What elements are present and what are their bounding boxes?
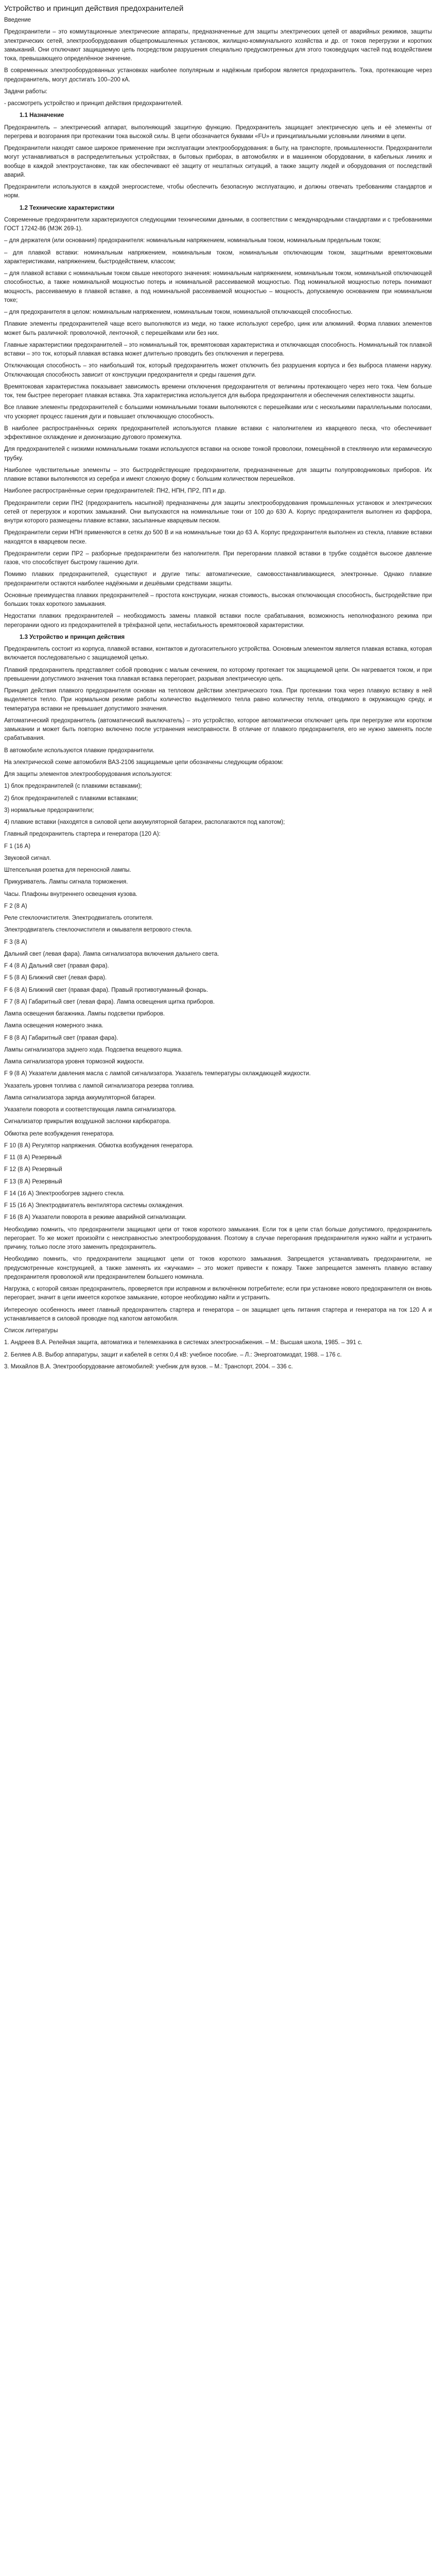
paragraph: Предохранители серии ПН2 (предохранитель насыпной) предназначены для защиты электрооборудования промышленных установок и электрических сетей от перегрузок и коротких замыканий. Они выпускаются на номинальные токи от 100 до 630 А. Корпус предохранителя выполнен из фарфора, внутри которого размещены плавкие вставки, засыпанные кварцевым песком. [4,500,432,524]
paragraph: Принцип действия плавкого предохранителя основан на тепловом действии электрического тока. При протекании тока через плавкую вставку в ней выделяется тепло. При нормальном режиме работы количество выделяемого тепла равно количеству тепла, отводимого в окружающую среду, и температура вставки не превышает допустимого значения. [4,688,432,712]
paragraph: Для предохранителей с низкими номинальными токами используются вставки на основе тонкой проволоки, помещённой в стеклянную или керамическую трубку. [4,446,432,462]
paragraph: Наиболее чувствительные элементы – это быстродействующие предохранители, предназначенные для защиты полупроводниковых приборов. Их плавкие вставки выполняются из серебра и имеют сложную форму с большим количеством перешейков. [4,467,432,482]
paragraph: Предохранители используются в каждой энергосистеме, чтобы обеспечить безопасную эксплуатацию, и должны отвечать требованиям стандартов и норм. [4,184,432,199]
paragraph: Недостатки плавких предохранителей – необходимость замены плавкой вставки после срабатывания, возможность неполнофазного режима при перегорании одного из предохранителей в трёхфазной цепи, нестабильность времятоковой характеристики. [4,613,432,629]
paragraph: Для защиты элементов электрооборудования используются: [4,771,172,777]
paragraph: 2) блок предохранителей с плавкими вставками; [4,795,138,802]
paragraph: Необходимо помнить, что предохранители защищают цепи от токов короткого замыкания. Запрещается устанавливать предохранители, не предусмотренные конструкцией, а также заменять их «жучками» – это может привести к пожару. Также запрещается заменять плавкую вставку предохранителя проволокой или предохранителем большего номинала. [4,1256,432,1280]
paragraph: Плавкие элементы предохранителей чаще всего выполняются из меди, но также используют серебро, цинк или алюминий. Форма плавких элементов может быть различной: проволочной, ленточной, с перешейками или без них. [4,321,432,336]
vaz-intro: На электрической схеме автомобиля ВАЗ-2106 защищаемые цепи обозначены следующим образом: [4,759,284,766]
paragraph: F 3 (8 А) [4,939,27,945]
references-heading: Список литературы [4,1328,58,1334]
paragraph: Прикуриватель. Лампы сигнала торможения. [4,879,128,886]
paragraph: Лампа освещения багажника. Лампы подсветки приборов. [4,1011,165,1017]
paragraph: Предохранитель – электрический аппарат, выполняющий защитную функцию. Предохранитель защищает электрическую цепь и её элементы от перегрева и возгорания при протекании тока высокой силы. В цепи обозначается буквами «FU» и принципиальными условными линиями в цепи. [4,124,432,140]
vaz-protection-list [4,770,432,827]
section-heading-purpose: 1.1 Назначение [20,112,64,119]
paragraph: Лампа сигнализатора заряда аккумуляторной батареи. [4,1094,156,1101]
paragraph: F 10 (8 А) Регулятор напряжения. Обмотка возбуждения генератора. [4,1142,194,1149]
section-design [4,645,432,755]
paragraph: 3) нормальные предохранители; [4,807,94,814]
references-list [4,1338,432,1371]
paragraph: F 13 (8 А) Резервный [4,1178,62,1185]
paragraph: Основные преимущества плавких предохранителей – простота конструкции, низкая стоимость, высокая отключающая способность, быстродействие при больших токах короткого замыкания. [4,592,432,607]
paragraph: Штепсельная розетка для переносной лампы. [4,867,131,873]
paragraph: Все плавкие элементы предохранителей с большими номинальными токами выполняются с перешейками или с несколькими параллельными полосами, что ускоряет процесс гашения дуги и повышает отключающую способность. [4,404,432,420]
section-purpose [4,124,432,201]
paragraph: Автоматический предохранитель (автоматический выключатель) – это устройство, которое автоматически отключает цепь при перегрузке или коротком замыкании и может быть повторно включено после устранения неисправности. В отличие от плавкого предохранителя, его не нужно заменять после срабатывания. [4,717,432,742]
paragraph: Сигнализатор прикрытия воздушной заслонки карбюратора. [4,1118,171,1125]
paragraph: Предохранители серии ПР2 – разборные предохранители без наполнителя. При перегорании плавкой вставки в трубке создаётся высокое давление газов, что способствует быстрому гашению дуги. [4,550,432,566]
paragraph: F 15 (16 А) Электродвигатель вентилятора системы охлаждения. [4,1202,184,1209]
paragraph: F 4 (8 А) Дальний свет (правая фара). [4,963,109,969]
paragraph: Часы. Плафоны внутреннего освещения кузова. [4,891,137,897]
paragraph: - рассмотреть устройство и принцип действия предохранителей. [4,100,183,107]
paragraph: F 11 (8 А) Резервный [4,1155,62,1161]
paragraph: Указатели поворота и соответствующая лампа сигнализатора. [4,1107,177,1113]
paragraph: Наиболее распространённые серии предохранителей: ПН2, НПН, ПР2, ПП и др. [4,488,226,495]
section-specs [4,216,432,630]
section-heading-specs: 1.2 Технические характеристики [20,205,115,211]
paragraph: F 9 (8 А) Указатели давления масла с лампой сигнализатора. Указатель температуры охлаждающей жидкости. [4,1071,311,1077]
paragraph: Плавкий предохранитель представляет собой проводник с малым сечением, по которому протекает ток защищаемой цепи. Он нагревается током, и при превышении допустимого значения тока плавкая вставка перегорает, разрывая электрическую цепь. [4,667,432,682]
paragraph: Необходимо помнить, что предохранители защищают цепи от токов короткого замыкания. Если ток в цепи стал больше допустимого, предохранитель перегорает. То же может произойти с неисправностью электрооборудования. Поэтому в случае перегорания предохранителя нужно найти и устранить причину, только после этого заменить предохранитель. [4,1226,432,1250]
paragraph: 1) блок предохранителей (с плавкими вставками); [4,783,142,790]
paragraph: F 14 (16 А) Электрообогрев заднего стекла. [4,1190,125,1197]
fuse-blocks [4,830,432,1222]
paragraph: F 6 (8 А) Ближний свет (правая фара). Правый противотуманный фонарь. [4,987,208,993]
paragraph: Нагрузка, с которой связан предохранитель, проверяется при исправном и включённом потребителе; если при установке нового предохранителя он вновь перегорает, значит в цепи имеется короткое замыкание, которое необходимо найти и устранить. [4,1286,432,1301]
tasks-section [4,99,432,108]
paragraph: Главный предохранитель стартера и генератора (120 А): [4,831,161,838]
paragraph: Предохранители – это коммутационные электрические аппараты, предназначенные для защиты электрических цепей от аварийных режимов, защиты электрических сетей, электрооборудования общепромышленных установок, жилищно-коммунального хозяйства и др. от токов перегрузки и коротких замыканий. Они отключают защищаемую цепь посредством разрушения специально предусмотренных для этого токоведущих частей под воздействием тока, превышающего определённое значение. [4,29,432,62]
intro-heading: Введение [4,17,31,23]
paragraph: Предохранитель состоит из корпуса, плавкой вставки, контактов и дугогасительного устройства. Основным элементом является плавкая вставка, которая включается последовательно с защищаемой цепью. [4,646,432,662]
paragraph: В автомобиле используются плавкие предохранители. [4,747,155,754]
paragraph: В современных электрооборудованных установках наиболее популярным и надёжным прибором является предохранитель. Тока, протекающие через предохранитель, могут достигать 100–200 кА. [4,67,432,83]
paragraph: – для предохранителя в целом: номинальным напряжением, номинальным током, номинальной отключающей способностью. [4,309,353,315]
paragraph: Указатель уровня топлива с лампой сигнализатора резерва топлива. [4,1082,195,1089]
paragraph: Отключающая способность – это наибольший ток, который предохранитель может отключить без разрушения корпуса и без выброса пламени наружу. Отключающая способность зависит от конструкции предохранителя и среды гашения дуги. [4,363,432,378]
paragraph: Помимо плавких предохранителей, существуют и другие типы: автоматические, самовосстанавливающиеся, электронные. Однако плавкие предохранители остаются наиболее надёжными и дешёвыми средствами защиты. [4,571,432,587]
paragraph: F 8 (8 А) Габаритный свет (правая фара). [4,1035,118,1041]
paragraph: Лампы сигнализатора заднего хода. Подсветка вещевого ящика. [4,1046,183,1053]
page-title: Устройство и принцип действия предохранителей [4,4,184,13]
paragraph: F 7 (8 А) Габаритный свет (левая фара). Лампа освещения щитка приборов. [4,998,215,1005]
paragraph: 1. Андреев В.А. Релейная защита, автоматика и телемеханика в системах электроснабжения. – М.: Высшая школа, 1985. – 391 с. [4,1340,363,1346]
paragraph: Обмотка реле возбуждения генератора. [4,1130,114,1137]
paragraph: В наиболее распространённых сериях предохранителей используются плавкие вставки с наполнителем из кварцевого песка, что обеспечивает эффективное охлаждение и деионизацию дугового промежутка. [4,425,432,440]
paragraph: Звуковой сигнал. [4,855,51,861]
paragraph: Дальний свет (левая фара). Лампа сигнализатора включения дальнего света. [4,951,219,957]
paragraph: Лампа освещения номерного знака. [4,1023,103,1029]
paragraph: 3. Михайлов В.А. Электрооборудование автомобилей: учебник для вузов. – М.: Транспорт, 2004. – 336 с. [4,1363,293,1370]
paragraph: 4) плавкие вставки (находятся в силовой цепи аккумуляторной батареи, располагаются под капотом); [4,819,285,825]
paragraph: Реле стеклоочистителя. Электродвигатель отопителя. [4,915,153,921]
paragraph: Предохранители находят самое широкое применение при эксплуатации электрооборудования: в быту, на транспорте, промышленности. Предохранители могут устанавливаться в распределительных устройствах, в бытовых приборах, в автомобилях и в машинном оборудовании, в кабельных линиях и вообще в каждой электроустановке, так как обеспечивают её защиту от нештатных ситуаций, а также защиту людей и оборудования от последствий аварий. [4,145,432,178]
paragraph: – для плавкой вставки: номинальным напряжением, номинальным током, номинальным отключающим током, защитными времятоковыми характеристиками, напряжением, быстродействием, классом; [4,249,432,265]
paragraph: F 12 (8 А) Резервный [4,1166,62,1173]
paragraph: – для держателя (или основания) предохранителя: номинальным напряжением, номинальным током, номинальным предельным током; [4,238,381,244]
vaz-notes [4,1226,432,1324]
paragraph: F 1 (16 А) [4,843,31,850]
section-heading-design: 1.3 Устройство и принцип действия [20,634,125,640]
paragraph: F 5 (8 А) Ближний свет (левая фара). [4,975,107,981]
paragraph: Электродвигатель стеклоочистителя и омывателя ветрового стекла. [4,927,193,934]
paragraph: Времятоковая характеристика показывает зависимость времени отключения предохранителя от величины протекающего через него тока. Чем больше ток, тем быстрее перегорает плавкая вставка. Эта характеристика используется для выбора предохранителя и обеспечения селективности защиты. [4,383,432,399]
paragraph: – для плавкой вставки с номинальным током свыше некоторого значения: номинальным напряжением, номинальным током, номинальной отключающей способностью, а также номинальной мощностью потерь и номинальной рассеиваемой мощностью. Под номинальной мощностью потерь понимают мощность, рассеиваемую в плавкой вставке, а под номинальной рассеиваемой мощностью – мощность, допускаемую основанием при номинальном токе; [4,270,432,303]
paragraph: Предохранители серии НПН применяются в сетях до 500 В и на номинальные токи до 63 А. Корпус предохранителя выполнен из стекла, плавкие вставки находятся в кварцевом песке. [4,530,432,545]
paragraph: F 2 (8 А) [4,903,27,909]
tasks-heading: Задачи работы: [4,88,48,95]
paragraph: 2. Беляев А.В. Выбор аппаратуры, защит и кабелей в сетях 0,4 кВ: учебное пособие. – Л.: Энергоатомиздат, 1988. – 176 с. [4,1351,342,1358]
paragraph: F 16 (8 А) Указатели поворота в режиме аварийной сигнализации. [4,1214,187,1221]
paragraph: Интересную особенность имеет главный предохранитель стартера и генератора – он защищает цепь питания стартера и генератора на ток 120 А и устанавливается в силовой проводке под капотом автомобиля. [4,1307,432,1322]
paragraph: Лампа сигнализатора уровня тормозной жидкости. [4,1059,144,1065]
paragraph: Современные предохранители характеризуются следующими техническими данными, в соответствии с международными стандартами и с требованиями ГОСТ 17242-86 (МЭК 269-1). [4,216,432,232]
intro-section [4,28,432,84]
paragraph: Главные характеристики предохранителей – это номинальный ток, времятоковая характеристика и отключающая способность. Номинальный ток плавкой вставки – это ток, который плавкая вставка может длительно проводить без отключения и перегрева. [4,342,432,357]
